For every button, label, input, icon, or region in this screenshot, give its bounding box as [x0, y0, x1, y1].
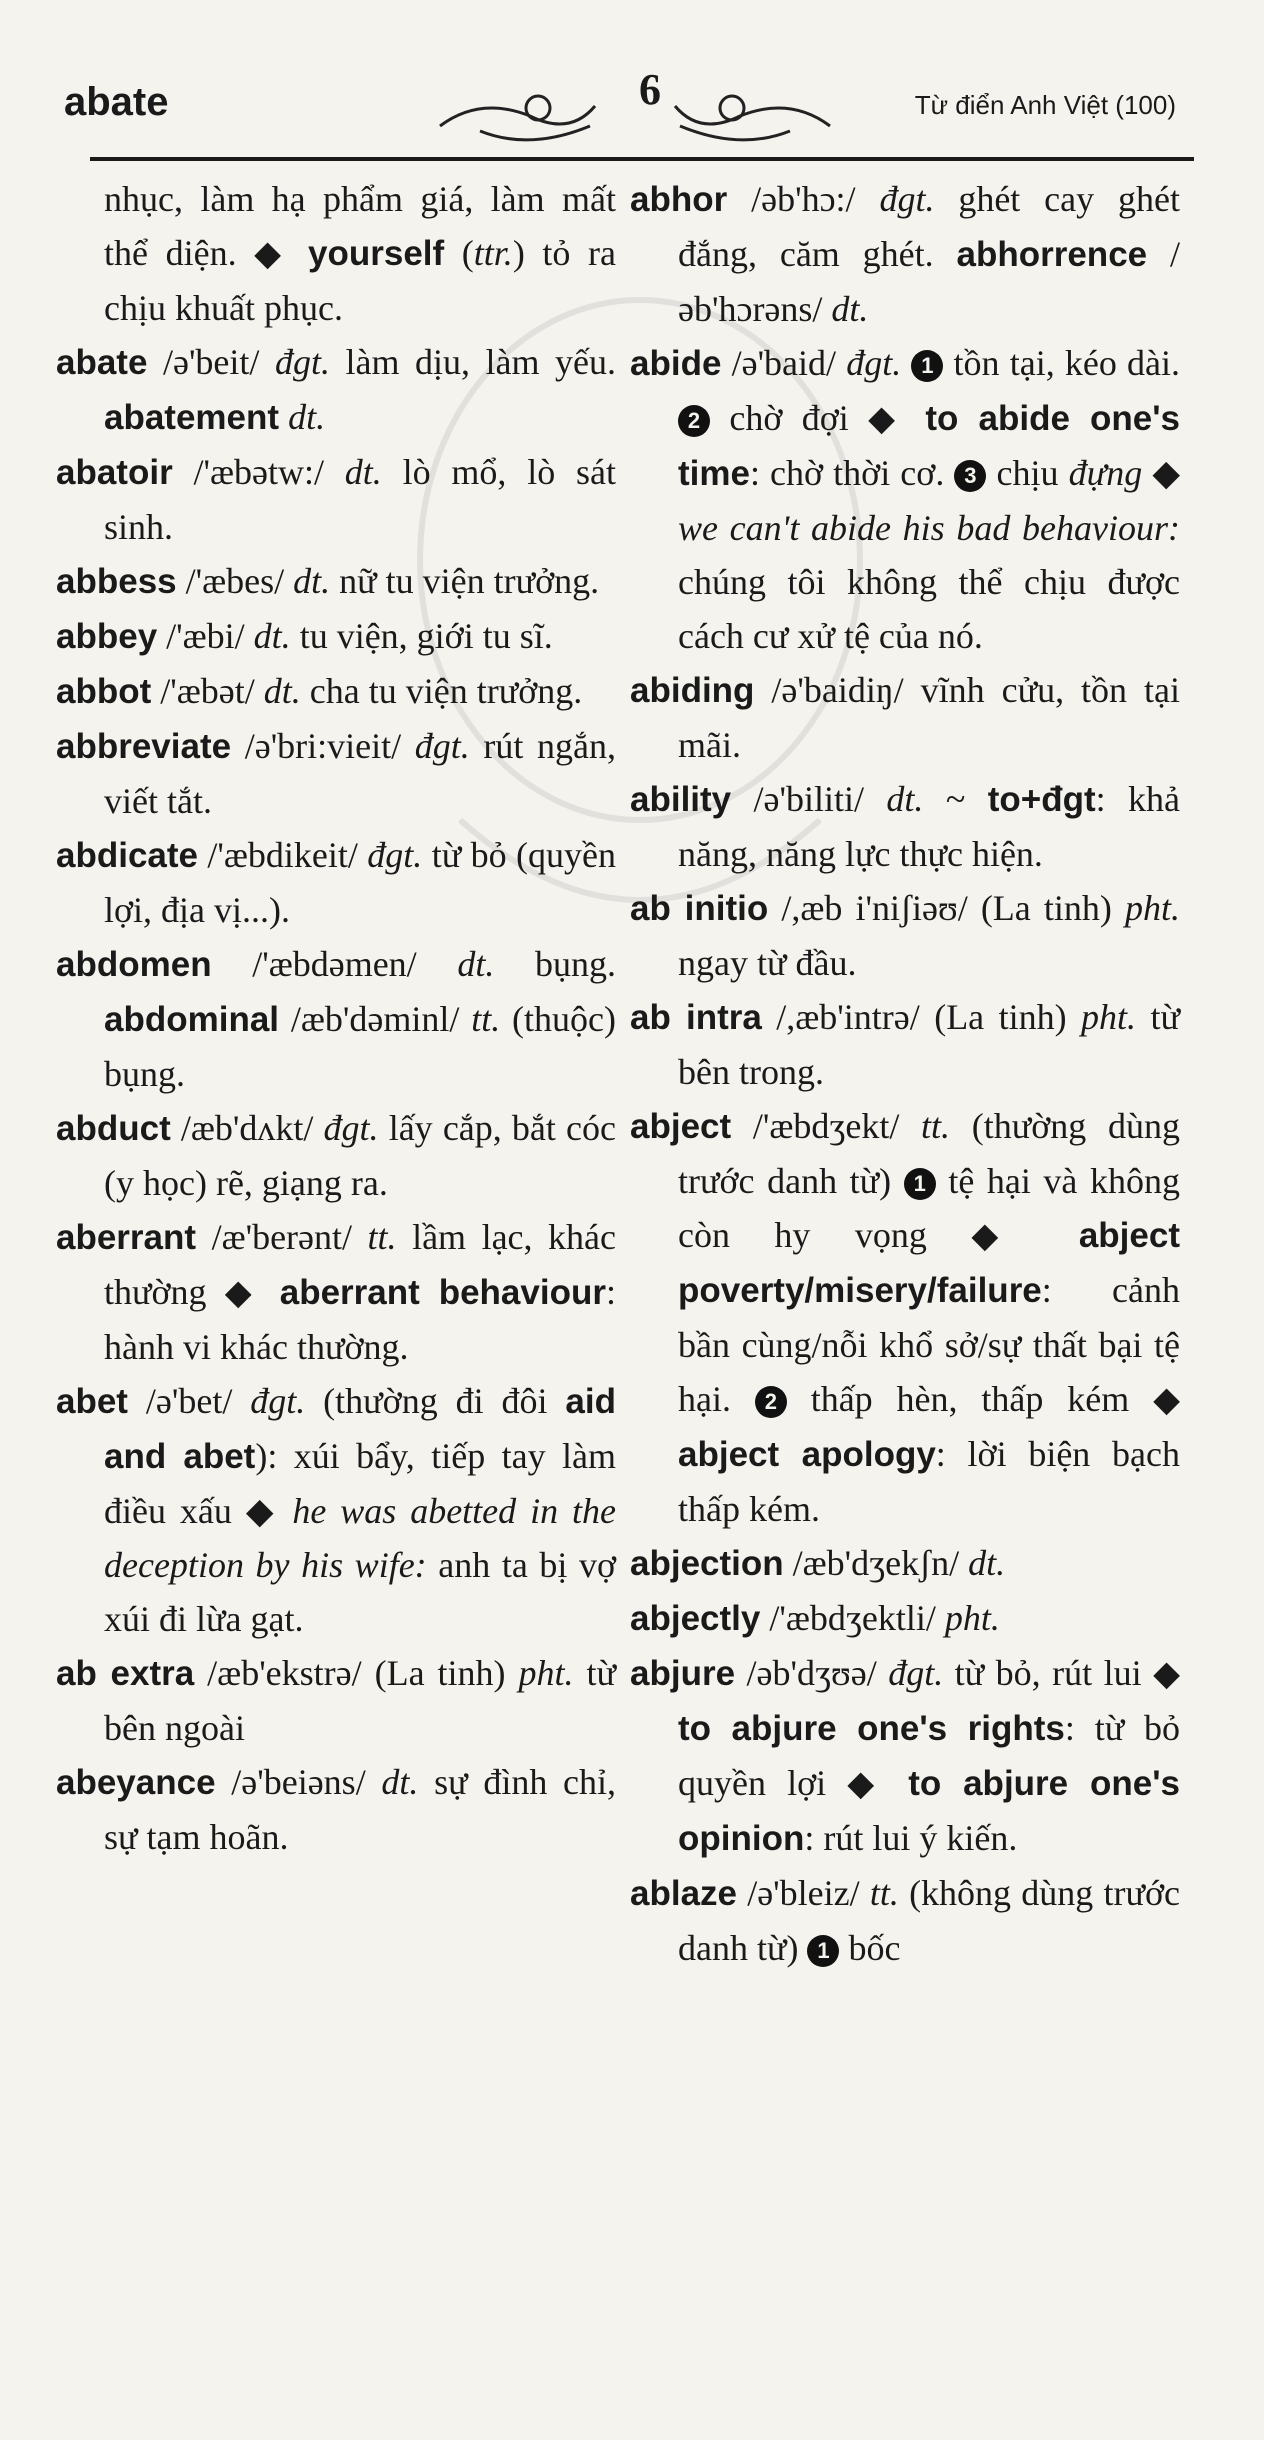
entry-text: /'æbdʒekt/ [731, 1106, 922, 1146]
entry-italic-text: tt. [869, 1873, 899, 1913]
entry-italic-text: đgt. [414, 726, 470, 766]
entry-italic-text: dt. [457, 944, 495, 984]
dictionary-entry [630, 336, 1180, 663]
dictionary-entry [56, 609, 616, 664]
entry-text: /,æb'intrə/ (La tinh) [761, 997, 1082, 1037]
entry-italic-text: pht. [1124, 888, 1180, 928]
sense-number-badge: 3 [954, 460, 986, 492]
entry-text: (không dùng trước danh từ) [678, 1873, 1180, 1968]
entry-text: từ bên ngoài [104, 1653, 616, 1748]
entry-italic-text: dt. [886, 779, 924, 819]
entry-italic-text: ◆ we can't abide his bad behaviour: [678, 453, 1181, 548]
entry-text: /ə'baid/ [721, 343, 847, 383]
entry-text: : chờ thời cơ. [749, 453, 955, 493]
entry-text: (thường đi đôi [305, 1381, 566, 1421]
entry-text: ( [444, 233, 474, 273]
entry-text: /ə'biliti/ [731, 779, 887, 819]
dictionary-entry [630, 663, 1180, 772]
entry-italic-text: dt. [344, 452, 382, 492]
entry-text: /ə'bri:vieit/ [231, 726, 415, 766]
entry-headword: abeyance [56, 1763, 216, 1802]
entry-italic-text: tt. [471, 999, 501, 1039]
dictionary-entry [56, 445, 616, 554]
dictionary-entry [630, 1591, 1180, 1646]
entry-italic-text: dt. [263, 671, 301, 711]
entry-text: /ə'baidiŋ/ vĩnh cửu, tồn tại mãi. [678, 670, 1180, 765]
entry-text: : rút lui ý kiến. [804, 1818, 1018, 1858]
dictionary-entry [56, 719, 616, 828]
entry-headword: abiding [630, 671, 755, 710]
entry-headword: ab extra [56, 1654, 195, 1693]
entry-text: /,æb i'niʃiəʊ/ (La tinh) [768, 888, 1125, 928]
entry-text: /ə'beit/ [147, 342, 275, 382]
entry-text: anh ta bị vợ xúi đi lừa gạt. [104, 1545, 617, 1639]
entry-text: tồn tại, kéo dài. [943, 343, 1180, 383]
entry-text: /əb'dʒʊə/ [735, 1653, 889, 1693]
entry-italic-text: ◆ he was abetted in the deception by his wife: [104, 1491, 616, 1585]
entry-headword: abhor [630, 180, 728, 219]
dictionary-entry [56, 1755, 616, 1864]
dictionary-entry [56, 664, 616, 719]
entry-text: /ə'bet/ [127, 1381, 251, 1421]
entry-text: nhục, làm hạ phẩm giá, làm mất thể diện. [104, 179, 616, 273]
entry-headword: to+đgt [987, 780, 1096, 819]
entry-text: rút ngắn, viết tắt. [104, 726, 616, 821]
page-header [0, 0, 1264, 170]
entry-text: tu viện, giới tu sĩ. [290, 616, 553, 656]
entry-text: /æb'dʒekʃn/ [783, 1543, 969, 1583]
entry-text: /'æbi/ [157, 616, 254, 656]
entry-text: bốc [839, 1928, 901, 1968]
dictionary-entry [56, 172, 616, 335]
entry-italic-text: đgt. [879, 179, 935, 219]
entry-text: nữ tu viện trưởng. [330, 561, 600, 601]
entry-headword: ability [630, 780, 732, 819]
entry-italic-text: dt. [293, 561, 331, 601]
entry-text: sự đình chỉ, sự tạm hoãn. [104, 1762, 616, 1857]
dictionary-entry [56, 1101, 616, 1210]
entry-italic-text: tt. [367, 1217, 397, 1257]
dictionary-entry [630, 772, 1180, 881]
entry-headword: abbreviate [56, 727, 232, 766]
entry-text: (thuộc) bụng. [104, 999, 616, 1094]
sense-number-badge: 2 [755, 1386, 787, 1418]
entry-italic-text: đgt. [367, 835, 423, 875]
entry-headword: ◆ aberrant behaviour [224, 1273, 606, 1312]
entry-text: /əb'hɔrəns/ [678, 234, 1180, 329]
entry-text: ngay từ đầu. [678, 943, 857, 983]
entry-headword: abdominal [104, 1000, 280, 1039]
entry-text: ~ [923, 779, 988, 819]
dictionary-entry [630, 1646, 1180, 1866]
sense-number-badge: 1 [911, 350, 943, 382]
entry-text: /æb'dʌkt/ [170, 1108, 324, 1148]
entry-italic-text: tt. [921, 1106, 951, 1146]
dictionary-entry [630, 1099, 1180, 1536]
entry-headword: abbess [56, 562, 177, 601]
entry-headword: aberrant [56, 1218, 197, 1257]
entry-italic-text: ttr. [473, 233, 513, 273]
entry-text: từ bỏ, rút lui [943, 1653, 1154, 1693]
entry-text: chờ đợi [710, 398, 869, 438]
entry-text: /'æbət/ [151, 671, 264, 711]
entry-headword: ◆ to abjure one's rights [678, 1654, 1180, 1748]
dictionary-entry [630, 881, 1180, 990]
entry-text: tệ hại và không còn hy vọng [678, 1161, 1180, 1255]
entry-italic-text: dt. [381, 1762, 419, 1802]
entry-text: /ə'bleiz/ [737, 1873, 870, 1913]
dictionary-entry [630, 1866, 1180, 1975]
entry-italic-text: pht. [944, 1598, 1000, 1638]
entry-italic-text: đgt. [888, 1653, 944, 1693]
dictionary-entry [56, 1646, 616, 1755]
entry-text: : khả năng, năng lực thực hiện. [678, 779, 1180, 874]
entry-text: : hành vi khác thường. [104, 1272, 616, 1367]
entry-text: lò mổ, lò sát sinh. [104, 452, 617, 547]
entry-text: /'æbdʒektli/ [760, 1598, 945, 1638]
entry-headword: abjection [630, 1544, 784, 1583]
guide-word: abate [64, 80, 169, 124]
entry-text: thấp hèn, thấp kém [786, 1379, 1154, 1419]
entry-text: /'æbdəmen/ [211, 944, 458, 984]
entry-text: /æ'berənt/ [196, 1217, 368, 1257]
dictionary-entry [630, 1536, 1180, 1591]
sense-number-badge: 1 [807, 1935, 839, 1967]
left-column [56, 172, 616, 1864]
entry-headword: ◆ abject apology [678, 1380, 1180, 1474]
entry-headword: ab intra [630, 998, 762, 1037]
entry-headword: ab initio [630, 889, 769, 928]
entry-headword: ◆ yourself [254, 234, 445, 273]
entry-text: lấy cắp, bắt cóc (y học) rẽ, giạng ra. [104, 1108, 616, 1203]
entry-text: từ bên trong. [678, 997, 1180, 1092]
entry-headword: abatement [104, 398, 280, 437]
entry-headword: abhorrence [956, 235, 1148, 274]
entry-italic-text: đgt. [250, 1381, 306, 1421]
entry-text: /ə'beiəns/ [215, 1762, 382, 1802]
entry-headword: abdicate [56, 836, 198, 875]
dictionary-entry [56, 554, 616, 609]
entry-headword: abet [56, 1382, 128, 1421]
entry-text: ) tỏ ra chịu khuất phục. [104, 233, 616, 328]
sense-number-badge: 2 [678, 405, 710, 437]
entry-text [279, 397, 288, 437]
entry-text: chịu [986, 453, 1069, 493]
entry-text: lầm lạc, khác thường [104, 1217, 616, 1312]
entry-text: từ bỏ (quyền lợi, địa vị...). [104, 835, 616, 930]
dictionary-entry [56, 937, 616, 1101]
entry-headword: ◆ to abjure one's opinion [678, 1764, 1180, 1858]
dictionary-entry [56, 1374, 616, 1646]
entry-headword: ◆ to abide one's time [678, 399, 1180, 493]
entry-text: chúng tôi không thể chịu được cách cư xử tệ của nó. [678, 562, 1180, 656]
entry-text: : lời biện bạch thấp kém. [678, 1434, 1180, 1529]
entry-text: : cảnh bần cùng/nỗi khổ sở/sự thất bại tệ hại. [678, 1270, 1180, 1419]
entry-italic-text: pht. [518, 1653, 574, 1693]
sense-number-badge: 1 [904, 1168, 936, 1200]
entry-headword: abduct [56, 1109, 171, 1148]
entry-text: /əb'hɔ:/ [727, 179, 880, 219]
entry-headword: ◆ abject poverty/misery/failure [678, 1216, 1180, 1310]
entry-text: /æb'dəminl/ [279, 999, 472, 1039]
entry-text: /æb'ekstrə/ (La tinh) [194, 1653, 519, 1693]
entry-text: ): xúi bẩy, tiếp tay làm điều xấu [104, 1436, 617, 1531]
page-number: 6 [639, 65, 661, 114]
entry-text: cha tu viện trưởng. [300, 671, 583, 711]
entry-text [901, 343, 911, 383]
entry-headword: abide [630, 344, 722, 383]
entry-italic-text: dt. [253, 616, 291, 656]
entry-italic-text: dt. [968, 1543, 1006, 1583]
entry-headword: abdomen [56, 945, 212, 984]
entry-text: (thường dùng trước danh từ) [678, 1106, 1180, 1201]
entry-headword: abjure [630, 1654, 736, 1693]
entry-headword: abatoir [56, 453, 173, 492]
entry-text: /'æbətw:/ [172, 452, 345, 492]
header-rule [90, 157, 1194, 161]
entry-text: /'æbdikeit/ [198, 835, 368, 875]
entry-text: : từ bỏ quyền lợi [678, 1708, 1181, 1803]
entry-headword: abjectly [630, 1599, 761, 1638]
entry-italic-text: đgt. [846, 343, 902, 383]
entry-headword: ablaze [630, 1874, 737, 1913]
dictionary-entry [56, 335, 616, 445]
entry-text: làm dịu, làm yếu. [329, 342, 616, 382]
dictionary-entry [56, 828, 616, 937]
entry-italic-text: đgt. [323, 1108, 379, 1148]
dictionary-entry [630, 990, 1180, 1099]
entry-italic-text: pht. [1081, 997, 1137, 1037]
entry-headword: abate [56, 343, 148, 382]
dictionary-entry [630, 172, 1180, 336]
entry-italic-text: đựng [1068, 453, 1143, 493]
entry-headword: abbey [56, 617, 158, 656]
dictionary-entry [56, 1210, 616, 1374]
entry-text: bụng. [494, 944, 617, 984]
entry-headword: abject [630, 1107, 732, 1146]
entry-text: /'æbes/ [176, 561, 294, 601]
entry-italic-text: đgt. [274, 342, 330, 382]
entry-italic-text: dt. [288, 397, 326, 437]
dictionary-title: Từ điển Anh Việt (100) [914, 90, 1176, 120]
entry-headword: aid and abet [104, 1382, 616, 1476]
entry-italic-text: dt. [831, 289, 869, 329]
right-column [630, 172, 1180, 1975]
entry-headword: abbot [56, 672, 152, 711]
entry-text: ghét cay ghét đắng, căm ghét. [678, 179, 1180, 274]
